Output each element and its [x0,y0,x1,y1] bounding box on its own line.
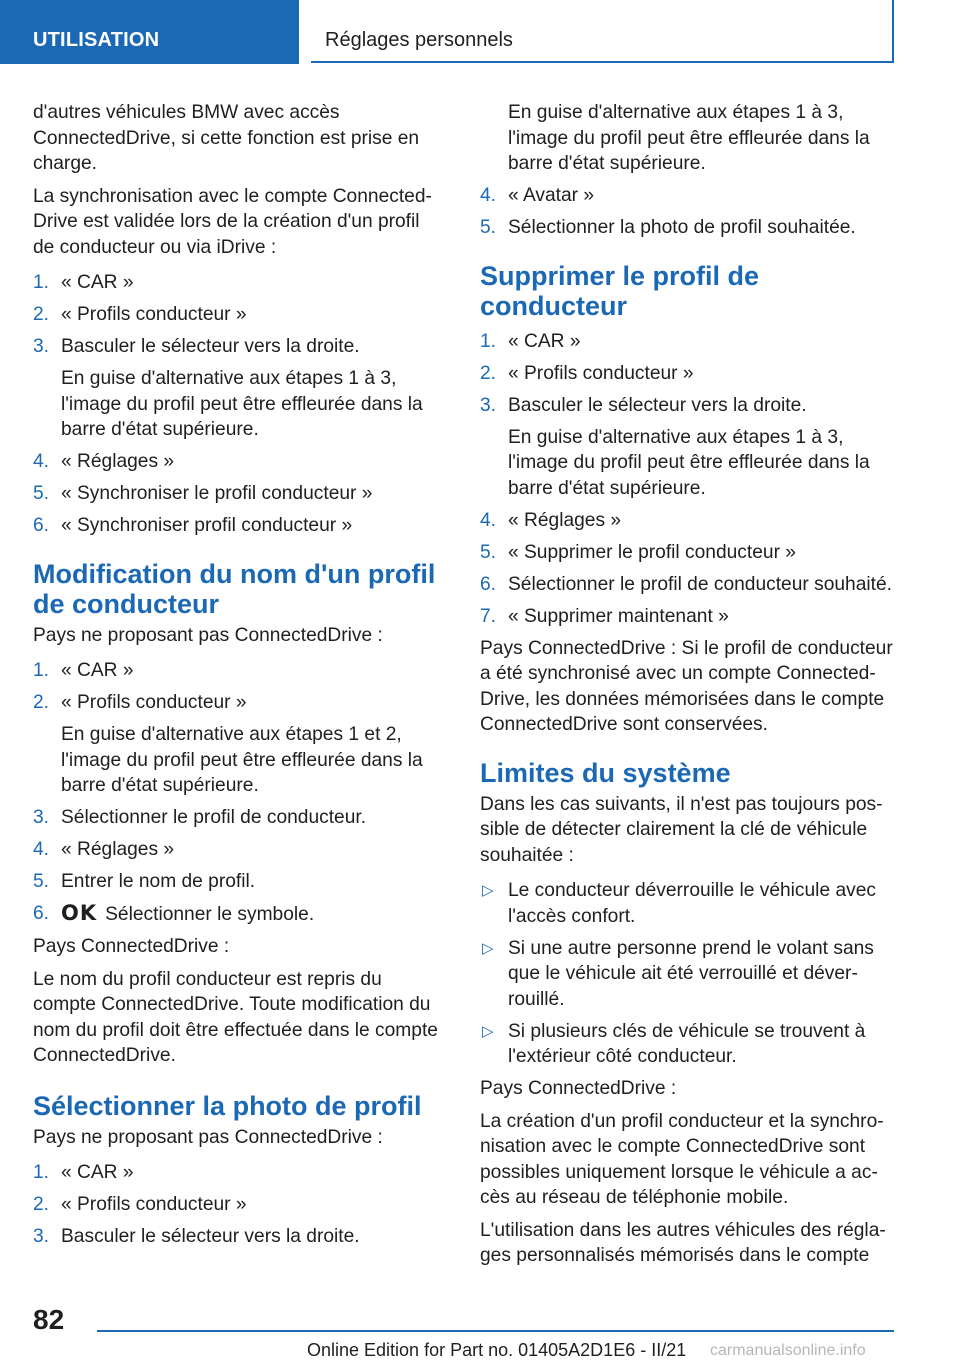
step-number: 6. [33,515,50,536]
list-item [480,329,900,355]
section-heading: Supprimer le profil de conducteur [480,260,760,321]
step-text: « Profils conducteur » [508,362,694,384]
step-note: En guise d'alternative aux étapes 1 à 3, l'image du profil peut être effleurée dans la barre d'état supérieure. [61,368,423,440]
list-item [480,572,900,598]
step-text: « Synchroniser le profil conducteur » [61,483,373,504]
list-item [480,878,900,929]
list-item [33,513,443,539]
step-text: « Profils conducteur » [61,1194,247,1215]
step-number: 4. [33,451,50,472]
step-text: « Réglages » [508,509,622,531]
step-number: 5. [33,483,50,504]
section-heading: Limites du système [480,757,731,788]
header-section-title: UTILISATION [33,29,160,51]
step-number: 3. [33,336,50,357]
list-item [33,690,443,716]
step-number: 4. [480,509,497,531]
step-number: 5. [480,541,497,563]
list-item [33,658,443,684]
list-item [33,449,443,475]
step-number: 2. [480,362,497,384]
step-text: Sélectionner le profil de conducteur. [61,807,367,828]
footer-edition: Online Edition for Part no. 01405A2D1E6 - II/21 [307,1340,687,1360]
step-text: « Supprimer maintenant » [508,605,729,627]
step-text: « Avatar » [508,185,595,206]
paragraph: d'autres véhicules BMW avec accès ConnectedDrive, si cette fonction est prise en charge. [33,102,420,174]
step-text: « CAR » [61,1162,134,1183]
step-number: 6. [480,573,497,595]
triangle-bullet-icon: ▷ [482,939,494,957]
list-item [480,361,900,387]
triangle-bullet-icon: ▷ [482,1022,494,1040]
list-item [480,215,900,241]
step-number: 3. [33,807,50,828]
step-number: 2. [33,692,50,713]
step-number: 5. [480,217,497,238]
list-item [33,302,443,328]
step-note: En guise d'alternative aux étapes 1 à 3, l'image du profil peut être effleurée dans la barre d'état supérieure. [508,426,870,499]
step-number: 6. [33,903,50,924]
footer-divider [97,1330,894,1332]
list-item [480,393,900,419]
list-item [33,1192,443,1218]
triangle-bullet-icon: ▷ [482,882,494,899]
paragraph: Pays ConnectedDrive : [33,936,230,957]
list-item [33,805,443,831]
page-number: 82 [33,1304,65,1335]
list-item [33,837,443,863]
step-text: Sélectionner le profil de conducteur souhaité. [508,573,892,595]
step-number: 3. [33,1226,50,1247]
list-item [33,334,443,360]
step-number: 5. [33,871,50,892]
step-text: « Synchroniser profil conducteur » [61,515,353,536]
step-text: « CAR » [61,660,134,681]
step-text: « Réglages » [61,839,175,860]
list-item [480,540,900,566]
list-item [480,183,900,209]
step-text: « CAR » [61,272,134,293]
step-number: 2. [33,1194,50,1215]
step-text: Sélectionner le symbole. [105,904,315,925]
list-item [33,481,443,507]
step-number: 1. [33,660,50,681]
step-text: « CAR » [508,330,581,352]
step-text: Sélectionner la photo de profil souhaitée. [508,217,856,238]
list-item [33,1224,443,1250]
list-item [33,901,443,928]
paragraph: Pays ne proposant pas ConnectedDrive : [33,624,383,646]
step-text: Basculer le sélecteur vers la droite. [508,394,807,416]
list-item [480,1019,900,1070]
paragraph: Pays ConnectedDrive : Si le profil de conducteur a été synchronisé avec un compte ConnectedDrive, les données mémorisées dans le compte ConnectedDrive sont conservées. [480,637,893,735]
paragraph: Pays ne proposant pas ConnectedDrive : [33,1126,383,1148]
step-number: 1. [480,330,497,352]
step-text: Basculer le sélecteur vers la droite. [61,336,360,357]
step-number: 4. [480,185,497,206]
footer-watermark: carmanualsonline.info [710,1342,866,1359]
list-item [480,936,900,1013]
step-note: En guise d'alternative aux étapes 1 et 2, l'image du profil peut être effleurée dans la barre d'état supérieure. [61,724,423,796]
step-number: 2. [33,304,50,325]
paragraph: La création d'un profil conducteur et la synchronisation avec le compte ConnectedDrive sont possibles uniquement lorsque le véhicule a accès au réseau de téléphonie mobile. [480,1110,884,1208]
list-item [33,869,443,895]
step-text: « Profils conducteur » [61,304,247,325]
paragraph: Le nom du profil conducteur est repris du compte ConnectedDrive. Toute modification du nom du profil doit être effectuée dans le compte ConnectedDrive. [33,968,438,1066]
list-item [480,508,900,534]
step-text: Entrer le nom de profil. [61,871,256,892]
paragraph: Dans les cas suivants, il n'est pas toujours possible de détecter clairement la clé de véhicule souhaitée : [480,793,883,866]
section-heading: Sélectionner la photo de profil [33,1090,422,1121]
list-item [480,604,900,630]
step-text: « Profils conducteur » [61,692,247,713]
bullet-text: Si une autre personne prend le volant sans que le véhicule ait été verrouillé et déverrouillé. [508,937,874,1010]
step-note: En guise d'alternative aux étapes 1 à 3, l'image du profil peut être effleurée dans la barre d'état supérieure. [508,102,870,174]
step-number: 7. [480,605,497,627]
paragraph: La synchronisation avec le compte ConnectedDrive est validée lors de la création d'un profil de conducteur ou via iDrive : [33,185,432,258]
paragraph: Pays ConnectedDrive : [480,1078,677,1099]
step-number: 3. [480,394,497,416]
step-number: 1. [33,1162,50,1183]
right-column [480,100,900,1276]
step-text: « Réglages » [61,451,175,472]
step-text: « Supprimer le profil conducteur » [508,541,796,563]
list-item [33,1160,443,1186]
paragraph: L'utilisation dans les autres véhicules des réglages personnalisés mémorisés dans le compte [480,1219,886,1266]
ok-icon: OK [61,901,98,925]
step-number: 4. [33,839,50,860]
header-chapter-title: Réglages personnels [325,29,513,51]
list-item [33,270,443,296]
step-text: Basculer le sélecteur vers la droite. [61,1226,360,1247]
bullet-text: Si plusieurs clés de véhicule se trouvent à l'extérieur côté conducteur. [508,1020,866,1067]
section-heading: Modification du nom d'un profil de conducteur [33,558,436,619]
bullet-text: Le conducteur déverrouille le véhicule avec l'accès confort. [508,880,876,927]
step-number: 1. [33,272,50,293]
left-column [33,100,443,1256]
